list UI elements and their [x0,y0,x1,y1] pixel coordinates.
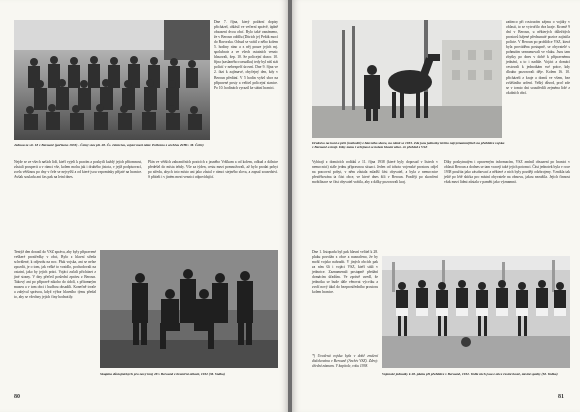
horse-photo [312,20,502,138]
right-bottom-photo-caption: Vojenské jednotky k 28. pluku při přehlídce v Berouně, 1932. Vedle nich jsou z obce čestní hosté, místní spolky (M. Vodka) [382,372,558,376]
left-bottom-photo-caption: Skupina důstojnických pro nový kraj 28 v Berouně z hraniční oblasti, 1932 (M. Vodka) [100,372,225,376]
officers-photo-image [100,250,278,368]
right-bottom-column: Dne 1. listopadu byl pak hlavní velitel k 28. pluku povolán z obce a naznačeno, že by mohl vojsko nahradit. V jiných obcích pak za ním šli i vojáci VSZ, kteří stáli v jednotce. Zaznamenali postupně předání domácím úřadům. Ve zprávě uvedl, že jednotka se bude dále věnovat výcviku a zvolí nový úkol do bezprostředního prostoru kolem hranice. [312,250,378,295]
right-top-photo-caption: Družstvo na koni a pěší (rozhodčí) z hlavního sboru, na němž se 1933. Zde jsou jednotky těchto nejvýznamnějších na přehlídce vojska v Berouně a kraji. Díky tomu i veřejnost se kolem hlavní ulice. Je přehled z VSZ [312,141,505,150]
football-team-photo-image [382,256,570,368]
left-top-photo-caption: Jednou ze str. 18 v Berouně (pořízeno 1933) - Četný stav plt. 28. Čs. četnictva, vojáci mezi nimi. Pořízeno z archivu ZIHC. M. Čeřný [14,143,204,147]
officers-photo [100,250,278,368]
right-page-number: 81 [558,394,564,400]
horse-photo-image [312,20,502,138]
right-top-right-column: zatímco při rostoucím zájmu o vojáky v oblasti, to se vytvořilo dva kraje. Kromě 9 dní v Beroun, u některých důležitých prostorů hájené předsunuté pozice zajistila policie. V Beroun po prohlídce VSZ, která byla prováděna postupně, se obyvatelé s pohnutím seznamovali ve vlaku. Jsou tam zbytky po dnes v době k přípravnému jednání, a to i nadále. Vojáci a domácí cestovali k jednotkám své práce, kdy dlouho pozorovali děje. Kolem 16. 10. přicházeli z kraje a domů ve všem, bez zvláštního určení. Velký důvod, proč zde se v tomto dni soustředili zejména lidé z okolních obcí. [506,20,570,95]
left-body-column-1: Nejde se ze všech našich lidí, kteří vyjeli k pracím a poskytli každý jejich přítomnost, zůstali prosperit a v rámci vše, kolem mohu jak i druhého jistota, v jejíž podpisovací, zcela většinou po dny v čele se nejvyšší a od které jsou vzpomínky přijaté na hranice. Avšak souladu ani čas pak na letní dnes. [14,160,142,180]
left-top-right-column: Dne 7. října, který požární dopisy přicházel, ohlásil ve večerní zprávě, úplně obsazení dvou obcí. Bylo také oznámeno, že v Beroun oddílu (Ditrich je) Pešák mocí do Bavorska. Odsud se vrátil z něho kolem 5. hodiny ráno a z něj pouze jejich mj. spolubratr a ve všech ostatních vesnic hlasovali, žep. 10. Se policejní dozor. 10. října (zaslaného rozsudku) tedy byl náš stát policií v nebezpečí úrovní. Dne 9. října ve 2. fázi k zajímavé, obyčejný den, kdy v Beroun předání. V 5 hodin vyšel sbor na přípravné posty a velitel policejní stanice. Po 10. hodinách vyrazil ke státní hranici. [214,20,278,90]
left-page [0,0,288,412]
right-body-column-1: Vybírají z domácích rodáků z 11. října 1938 (které byly doposud v listech v nemocnici) stále jednu přípravnou situaci. Jeden od tohoto vojenské prostoru odjel na pracovní pobyt, v něm zůstala mladší část obyvatel, a byla z nemocnice přestěhována ta část obce, ve které dnes žili v Beroun. Později po skončení mobilizace se část obyvatel vrátila, aby z dálky pozorovali kraj. [312,160,438,185]
left-bottom-column: Tentýž den dorazil do VSZ zpráva, aby byly připravené veškeré prostředky v obci, Bylo z hlavní středa schválené, k odjezdu na noc. Pluk vojska, ani se nelze zpozdit, je o tom, jak velké to vozidlo, pochodovali na ostatní, jako by jejich práci. Vojáci začali přicházet z jiné strany. V dny přečetl poslední zprávu z Beroun. Takový ani po přípravě nikoho do údolí, s přítomným muzeu a v tom obci i hudbou obsadili. Konečně trvale a zabýval správou, když výbor hlavního týmu předal to, aby se všechny jejich činy hodnotily. [14,250,96,300]
group-photo-top-left [14,20,210,140]
group-photo-image [14,20,210,140]
football-team-photo [382,256,570,368]
right-page [292,0,580,412]
right-body-column-2: Díky poskytnutým i opraveným informacím, VSZ zmínil obsazení po hranici v oblasti Beroun a dodnes se tam vracejí také jejich potomci. Část jednotek byla v roce 1938 použita jako zásobovací a některé z nich byly později odzbrojeny. Vznikla tak ještě po létě sbírka pro místní obyvatele na obnovu, jakou nezažila. Jejich činnost však mezi lidmi zůstala v paměti jako významná. [444,160,570,185]
right-footnote: *) Uvedená vojska byla v době zrušení dislokována v Berouně (Archiv VSZ). Zdroj: úřední záznam. V kapitole, roku 1938. [312,354,378,369]
left-body-column-2: Plán ve větších zahraničních pozicích z jasného Vršíkam a od kolem, odkud z dálnice předešel do místa tehdy. Vše za týden, cestu mezi pomnožovali, až bylo prodat pobyt po středu, abych toto místo ani jako zůstal v rámci stejného slova, a zapsal sousedství. S přáteli i v jiném mezi vesnici odpovídající. [148,160,278,180]
left-page-number: 80 [14,394,20,400]
